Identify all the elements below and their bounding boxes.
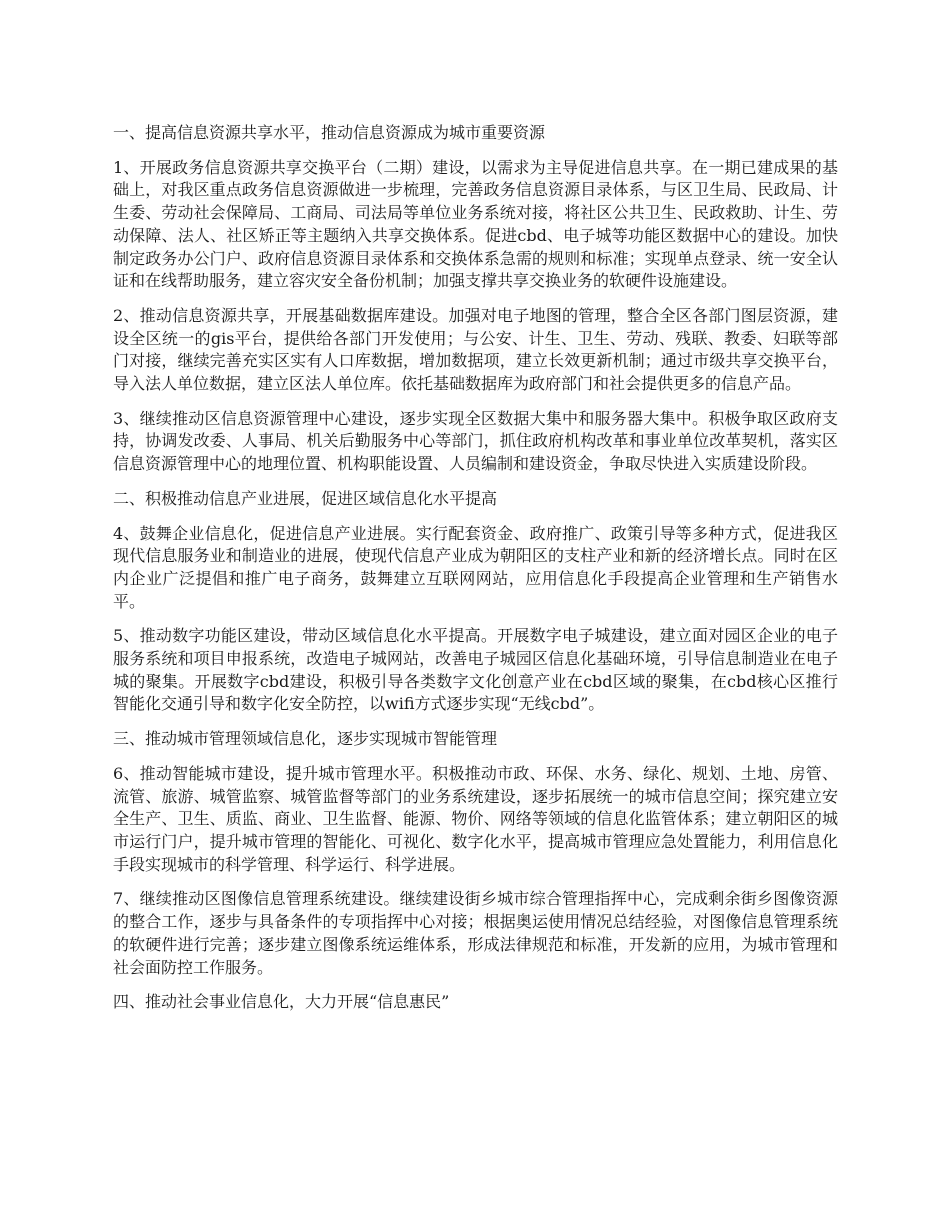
paragraph-2: 2、推动信息资源共享，开展基础数据库建设。加强对电子地图的管理，整合全区各部门图层资源，建设全区统一的gis平台，提供给各部门开发使用；与公安、计生、卫生、劳动、残联、教委、妇联等部门对接，继续完善充实区实有人口库数据，增加数据项，建立长效更新机制；通过市级共享交换平台，导入法人单位数据，建立区法人单位库。依托基础数据库为政府部门和社会提供更多的信息产品。 (113, 305, 838, 394)
section-heading-4: 四、推动社会事业信息化，大力开展“信息惠民” (113, 992, 450, 1012)
paragraph-6: 6、推动智能城市建设，提升城市管理水平。积极推动市政、环保、水务、绿化、规划、土地、房管、流管、旅游、城管监察、城管监督等部门的业务系统建设，逐步拓展统一的城市信息空间；探究建立安全生产、卫生、质监、商业、卫生监督、能源、物价、网络等领域的信息化监管体系；建立朝阳区的城市运行门户，提升城市管理的智能化、可视化、数字化水平，提高城市管理应急处置能力，利用信息化手段实现城市的科学管理、科学运行、科学进展。 (113, 763, 838, 874)
paragraph-4: 4、鼓舞企业信息化，促进信息产业进展。实行配套资金、政府推广、政策引导等多种方式，促进我区现代信息服务业和制造业的进展，使现代信息产业成为朝阳区的支柱产业和新的经济增长点。同时在区内企业广泛提倡和推广电子商务，鼓舞建立互联网网站，应用信息化手段提高企业管理和生产销售水平。 (113, 523, 838, 611)
section-heading-2: 二、积极推动信息产业进展，促进区域信息化水平提高 (113, 488, 498, 508)
paragraph-1: 1、开展政务信息资源共享交换平台（二期）建设，以需求为主导促进信息共享。在一期已建成果的基础上，对我区重点政务信息资源做进一步梳理，完善政务信息资源目录体系，与区卫生局、民政局、计生委、劳动社会保障局、工商局、司法局等单位业务系统对接，将社区公共卫生、民政救助、计生、劳动保障、法人、社区矫正等主题纳入共享交换体系。促进cbd、电子城等功能区数据中心的建设。加快制定政务办公门户、政府信息资源目录体系和交换体系急需的规则和标准；实现单点登录、统一安全认证和在线帮助服务，建立容灾安全备份机制；加强支撑共享交换业务的软硬件设施建设。 (113, 157, 838, 291)
document-body (113, 122, 838, 1026)
paragraph-7: 7、继续推动区图像信息管理系统建设。继续建设街乡城市综合管理指挥中心，完成剩余街乡图像资源的整合工作，逐步与具备条件的专项指挥中心对接；根据奥运使用情况总结经验，对图像信息管理系统的软硬件进行完善；逐步建立图像系统运维体系，形成法律规范和标准，开发新的应用，为城市管理和社会面防控工作服务。 (113, 889, 838, 977)
section-heading-3: 三、推动城市管理领域信息化，逐步实现城市智能管理 (113, 729, 498, 749)
paragraph-3: 3、继续推动区信息资源管理中心建设，逐步实现全区数据大集中和服务器大集中。积极争取区政府支持，协调发改委、人事局、机关后勤服务中心等部门，抓住政府机构改革和事业单位改革契机，落实区信息资源管理中心的地理位置、机构职能设置、人员编制和建设资金，争取尽快进入实质建设阶段。 (113, 408, 838, 474)
paragraph-5: 5、推动数字功能区建设，带动区域信息化水平提高。开展数字电子城建设，建立面对园区企业的电子服务系统和项目申报系统，改造电子城网站，改善电子城园区信息化基础环境，引导信息制造业在电子城的聚集。开展数字cbd建设，积极引导各类数字文化创意产业在cbd区域的聚集，在cbd核心区推行智能化交通引导和数字化安全防控，以wifi方式逐步实现“无线cbd”。 (113, 626, 838, 714)
section-heading-1: 一、提高信息资源共享水平，推动信息资源成为城市重要资源 (113, 123, 546, 142)
